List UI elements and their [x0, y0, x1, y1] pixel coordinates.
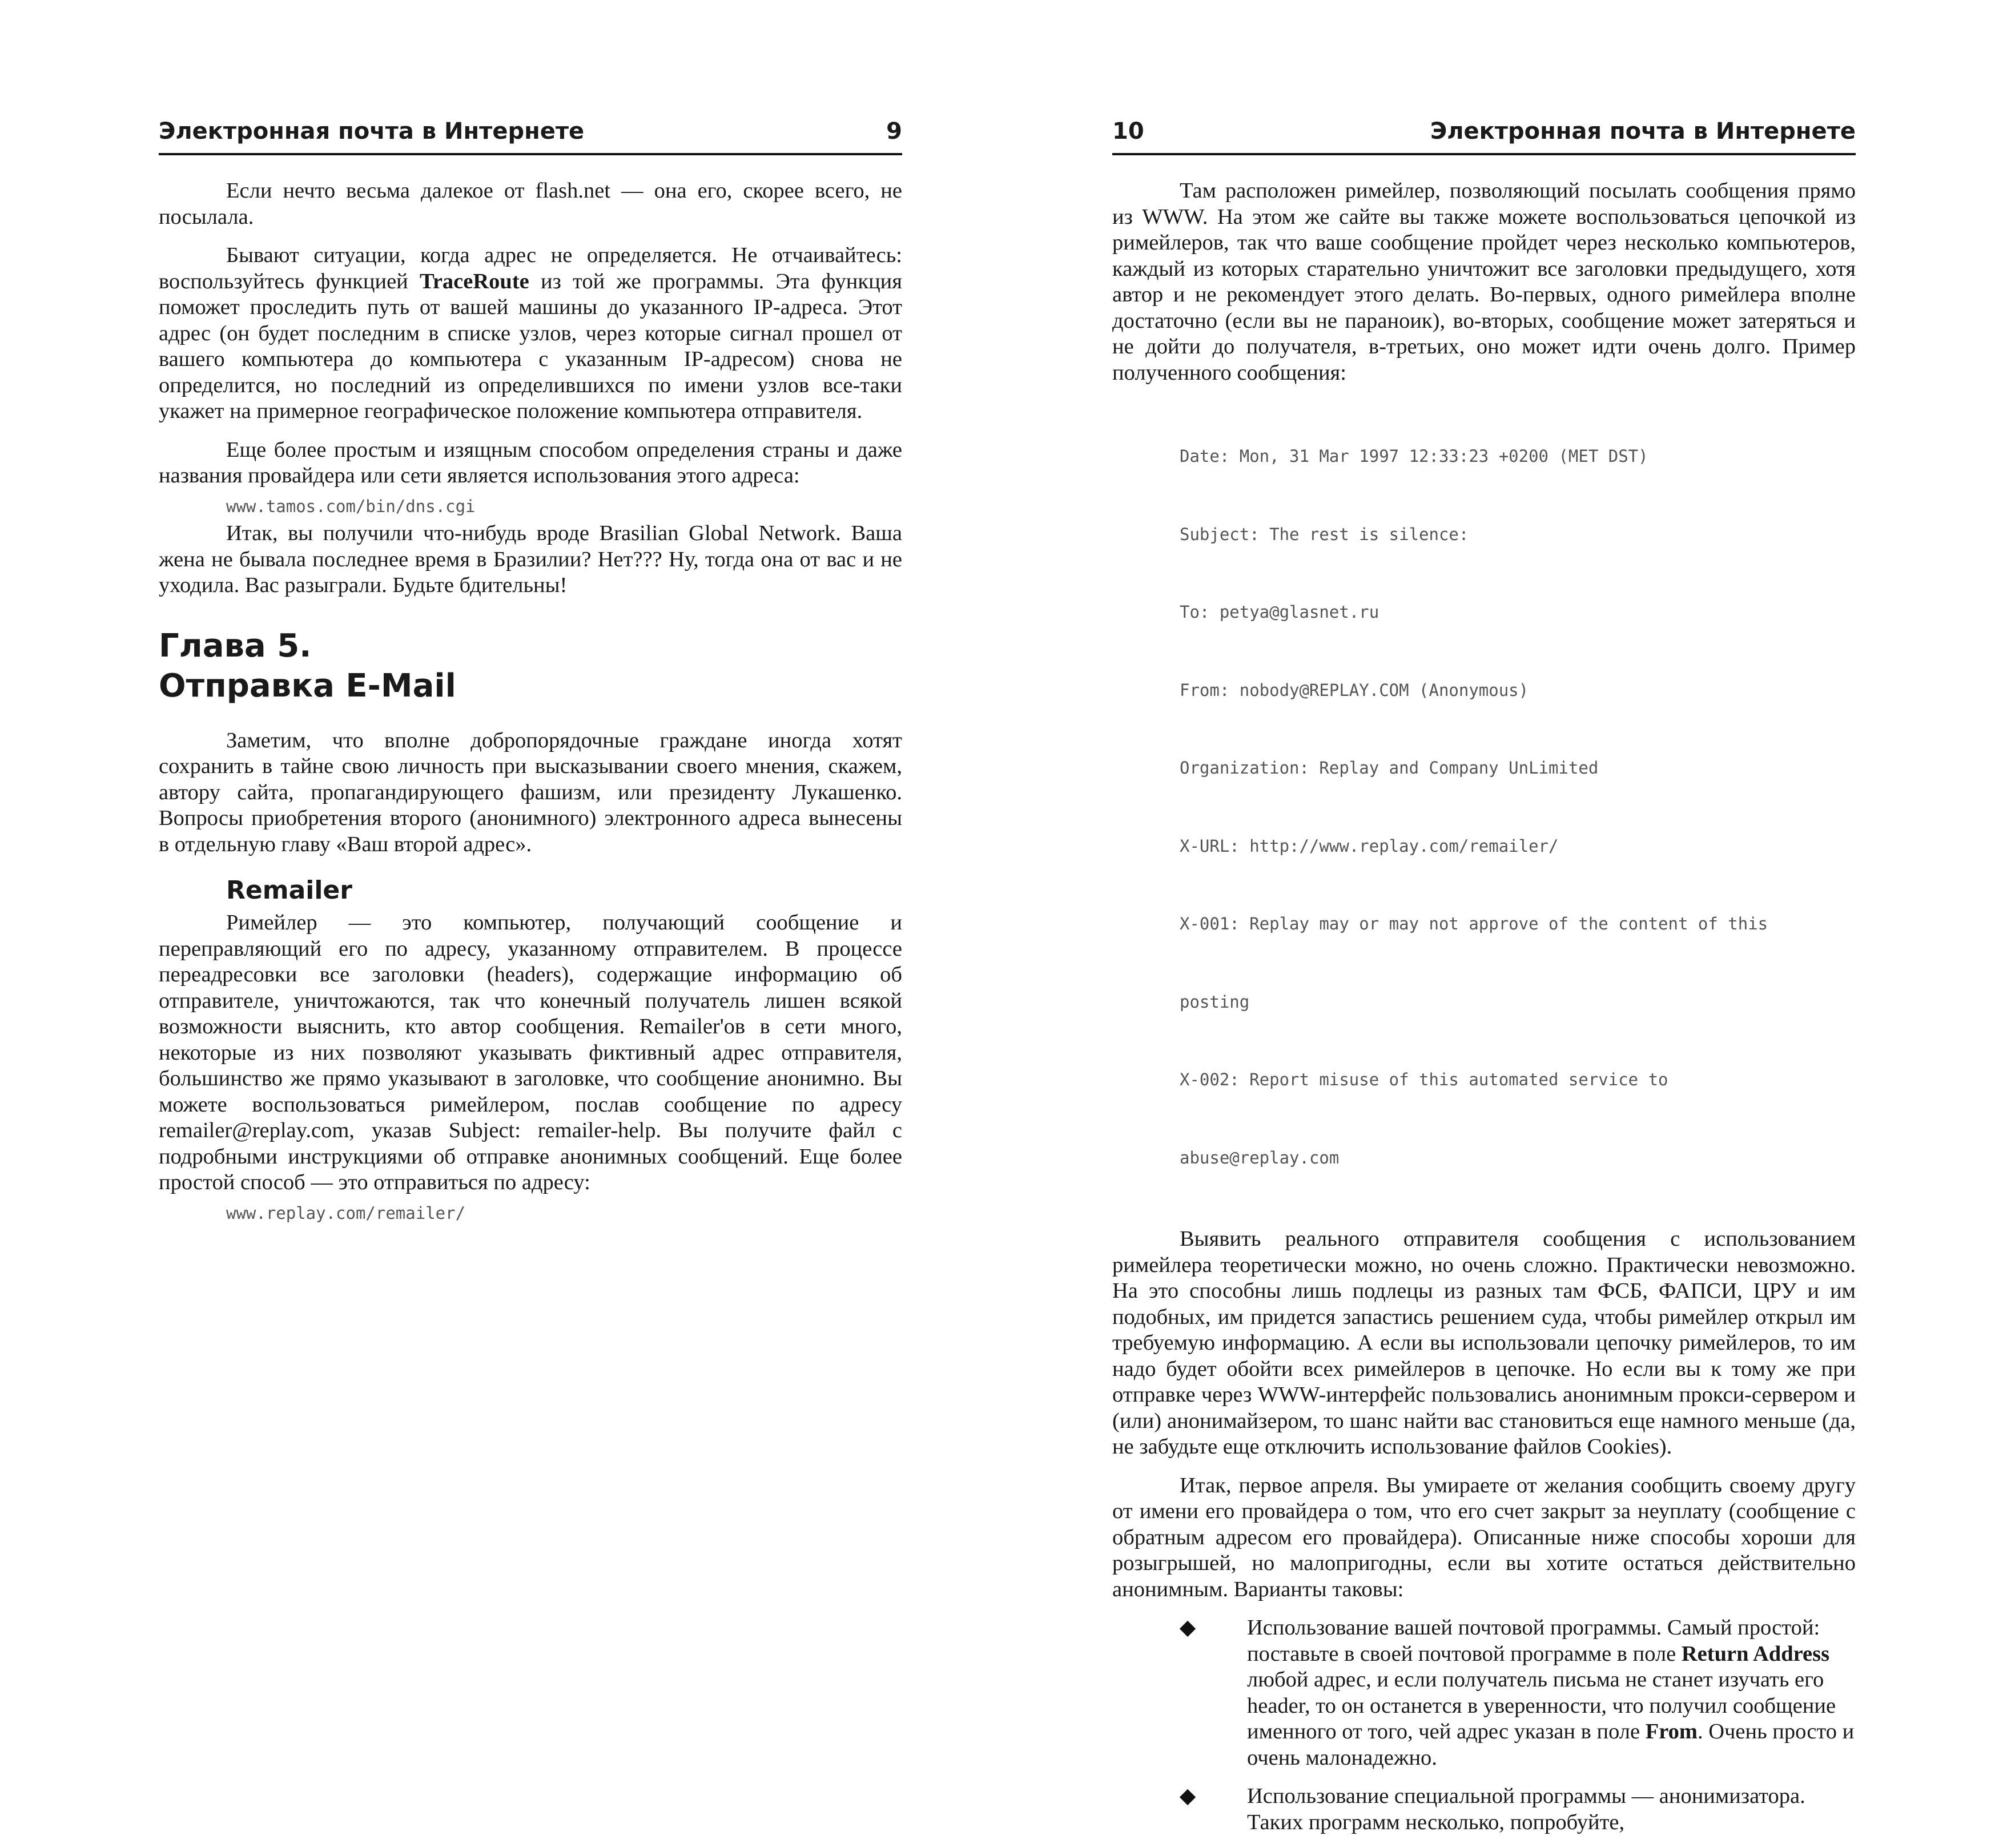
paragraph: Заметим, что вполне добропорядочные граждане иногда хотят сохранить в тайне свою личность при высказывании своего мнения, скажем, автору сайта, пропагандирующего фашизм, или президенту Лукашенко. Вопросы приобретения второго (анонимного) электронного адреса вынесены в отдельную главу «Ваш второй адрес».: [159, 728, 902, 856]
diamond-bullet-icon: [1180, 1789, 1196, 1805]
code-line: Date: Mon, 31 Mar 1997 12:33:23 +0200 (MET DST): [1180, 446, 1648, 466]
code-line: posting: [1180, 992, 1250, 1012]
code-line: abuse@replay.com: [1180, 1148, 1340, 1167]
left-page-body: [159, 178, 902, 1227]
paragraph: Там расположен римейлер, позволяющий посылать сообщения прямо из WWW. На этом же сайте вы также можете воспользоваться цепочкой из римейлеров, так что ваше сообщение пройдет через несколько компьютеров, каждый из которых старательно уничтожит все заголовки предыдущего, хотя автор и не рекомендует этого делать. Во-первых, одного римейлера вполне достаточно (если вы не параноик), во-вторых, сообщение может затеряться и не дойти до получателя, в-третьих, оно может идти очень долго. Пример полученного сообщения:: [1112, 179, 1856, 385]
running-header-left: [159, 110, 902, 155]
code-block-email-headers: [1180, 392, 1856, 1223]
bullet-list: [1112, 1615, 1856, 1835]
list-item: Использование вашей почтовой программы. Самый простой: поставьте в своей почтовой программе в поле Return Address любой адрес, и если получатель письма не станет изучать его header, то он останется в уверенности, что получил сообщение именного от того, чей адрес указан в поле From. Очень просто и очень малонадежно.: [1112, 1615, 1856, 1771]
code-line: To: petya@glasnet.ru: [1180, 602, 1379, 622]
code-url: www.replay.com/remailer/: [226, 1203, 466, 1223]
left-page: [0, 0, 1002, 1415]
page-number: 10: [1112, 118, 1144, 144]
right-page-body: [1112, 178, 1856, 1848]
bold-term: From: [1645, 1720, 1698, 1744]
code-line: X-002: Report misuse of this automated service to: [1180, 1070, 1668, 1089]
code-line: X-URL: http://www.replay.com/remailer/: [1180, 836, 1559, 856]
code-line: Subject: The rest is silence:: [1180, 524, 1469, 544]
code-line: From: nobody@REPLAY.COM (Anonymous): [1180, 680, 1529, 700]
header-title: Электронная почта в Интернете: [159, 118, 585, 144]
list-item: Использование специальной программы — анонимизатора. Таких программ несколько, попробуйте,: [1112, 1783, 1856, 1835]
right-page: [1002, 0, 2003, 1834]
paragraph: Итак, первое апреля. Вы умираете от желания сообщить своему другу от имени его провайдера о том, что его счет закрыт за неуплату (сообщение с обратным адресом его провайдера). Описанные ниже способы хороши для розыгрышей, но малопригодны, если вы хотите остаться действительно анонимным. Варианты таковы:: [1112, 1473, 1856, 1601]
header-title: Электронная почта в Интернете: [1430, 118, 1856, 144]
code-line: Organization: Replay and Company UnLimited: [1180, 758, 1599, 778]
paragraph: Бывают ситуации, когда адрес не определяется. Не отчаивайтесь: воспользуйтесь функцией TraceRoute из той же программы. Эта функция поможет проследить путь от вашей машины до указанного IP-адреса. Этот адрес (он будет последним в списке узлов, через которые сигнал прошел от вашего компьютера до компьютера с указанным IP-адресом) снова не определится, но последний из определившихся по имени узлов все-таки укажет на примерное географическое положение компьютера отправителя.: [159, 243, 902, 423]
bold-term: TraceRoute: [420, 269, 529, 293]
paragraph: Еще более простым и изящным способом определения страны и даже названия провайдера или сети является использования этого адреса:: [159, 437, 902, 488]
chapter-title: [159, 626, 902, 706]
running-header-right: [1112, 110, 1856, 155]
page-number: 9: [886, 118, 902, 144]
paragraph: Если нечто весьма далекое от flash.net — она его, скорее всего, не посылала.: [159, 179, 902, 229]
chapter-name: Отправка E-Mail: [159, 667, 456, 704]
code-line: X-001: Replay may or may not approve of the content of this: [1180, 914, 1768, 933]
diamond-bullet-icon: [1180, 1621, 1196, 1637]
paragraph: Итак, вы получили что-нибудь вроде Brasilian Global Network. Ваша жена не бывала последнее время в Бразилии? Нет??? Ну, тогда она от вас и не уходила. Вас разыграли. Будьте бдительны!: [159, 521, 902, 597]
chapter-number: Глава 5.: [159, 627, 312, 665]
code-url: www.tamos.com/bin/dns.cgi: [226, 496, 476, 516]
paragraph: Римейлер — это компьютер, получающий сообщение и переправляющий его по адресу, указанному отправителем. В процессе переадресовки все заголовки (headers), содержащие информацию об отправителе, уничтожаются, так что конечный получатель лишен всякой возможности выяснить, кто автор сообщения. Remailer'ов в сети много, некоторые из них позволяют указывать фиктивный адрес отправителя, большинство же прямо указывают в заголовке, что сообщение анонимно. Вы можете воспользоваться римейлером, послав сообщение по адресу remailer@replay.com, указав Subject: remailer-help. Вы получите файл с подробными инструкциями об отправке анонимных сообщений. Еще более простой способ — это отправиться по адресу:: [159, 911, 902, 1194]
paragraph: Выявить реального отправителя сообщения с использованием римейлера теоретически можно, но очень сложно. Практически невозможно. На это способны лишь подлецы из разных там ФСБ, ФАПСИ, ЦРУ и им подобных, им придется запастись решением суда, чтобы римейлер открыл им требуемую информацию. А если вы использовали цепочку римейлеров, то им надо будет обойти всех римейлеров в цепочке. Но если вы к тому же при отправке через WWW-интерфейс пользовались анонимным прокси-сервером и (или) анонимайзером, то шанс найти вас становиться еще намного меньше (да, не забудьте еще отключить использование файлов Cookies).: [1112, 1227, 1856, 1459]
bold-term: Return Address: [1681, 1641, 1830, 1666]
section-heading: Remailer: [226, 876, 352, 905]
